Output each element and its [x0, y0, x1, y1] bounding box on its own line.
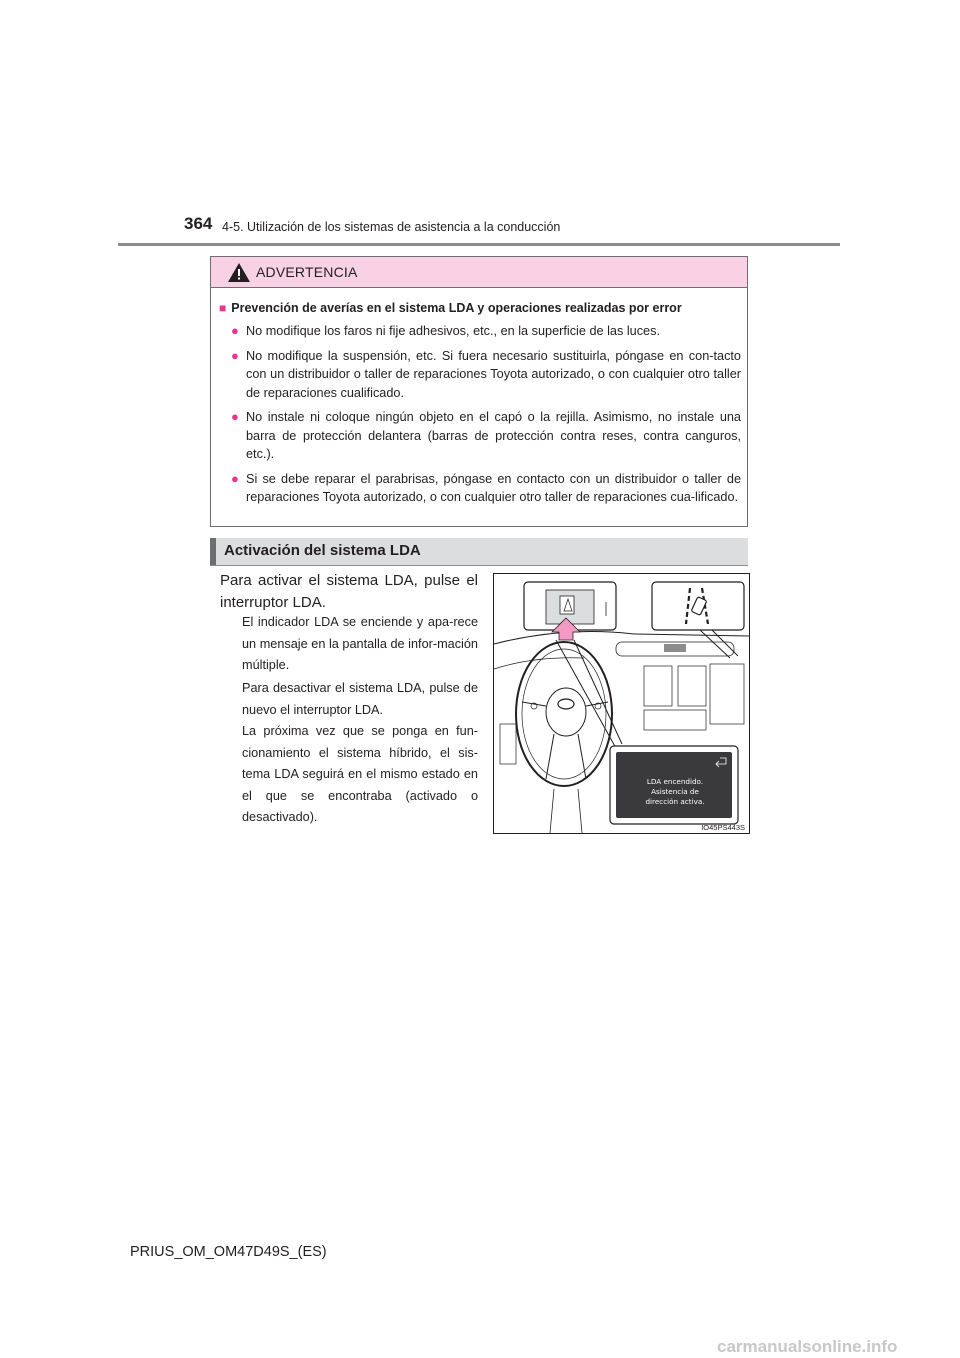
- warning-title: ADVERTENCIA: [256, 264, 358, 280]
- warning-item: [231, 470, 741, 507]
- watermark-logo: [717, 1335, 957, 1358]
- band-marker: [210, 538, 216, 565]
- dot-bullet-icon: ●: [231, 409, 239, 424]
- warning-item: [231, 322, 741, 341]
- warning-triangle-icon: [228, 263, 250, 282]
- warning-item-text: Si se debe reparar el parabrisas, póngase en contacto con un distribuidor o taller de reparaciones Toyota autorizado, o con cualquier otro taller de reparaciones cua-lificado.: [246, 471, 741, 504]
- main-instruction: Para activar el sistema LDA, pulse el interruptor LDA.: [220, 572, 478, 611]
- warning-item: [231, 408, 741, 464]
- warning-header: [211, 257, 747, 288]
- band-underline: [210, 565, 748, 566]
- page-number: 364: [184, 214, 213, 233]
- warning-heading: [219, 300, 741, 317]
- section-heading: Activación del sistema LDA: [224, 542, 421, 559]
- section-title: 4-5. Utilización de los sistemas de asistencia a la conducción: [222, 220, 561, 234]
- dot-bullet-icon: ●: [231, 323, 239, 338]
- display-line: dirección activa.: [645, 797, 705, 806]
- warning-item-text: No modifique la suspensión, etc. Si fuera necesario sustituirla, póngase en con-tacto con un distribuidor o taller de reparaciones Toyota autorizado, o con cualquier otro taller de reparaciones cualificado.: [246, 348, 741, 400]
- footer-doc-code: PRIUS_OM_OM47D49S_(ES): [130, 1244, 327, 1260]
- warning-item-text: No instale ni coloque ningún objeto en el capó o la rejilla. Asimismo, no instale una barra de protección delantera (barras de protección contra reses, contra canguros, etc.).: [246, 410, 741, 461]
- warning-item-text: No modifique los faros ni fije adhesivos, etc., en la superficie de las luces.: [246, 324, 660, 338]
- figure-code: IO45PS443S: [701, 823, 745, 832]
- display-line: LDA encendido.: [646, 777, 704, 786]
- warning-body: [211, 288, 747, 507]
- dot-bullet-icon: ●: [231, 347, 239, 363]
- display-line: Asistencia de: [651, 787, 699, 796]
- section-band: [210, 538, 748, 565]
- dashboard-illustration: [493, 573, 750, 834]
- warning-box: [210, 256, 748, 527]
- warning-item: [231, 347, 741, 403]
- header-rule: [118, 243, 840, 246]
- note-paragraph: Para desactivar el sistema LDA, pulse de nuevo el interruptor LDA.: [242, 681, 478, 717]
- note-paragraph: La próxima vez que se ponga en fun-cionamiento el sistema híbrido, el sis-tema LDA seguirá en el mismo estado en el que se encontraba (activado o desactivado).: [242, 724, 478, 824]
- watermark-text: carmanualsonline.info: [717, 1337, 898, 1356]
- dot-bullet-icon: ●: [231, 470, 239, 486]
- note-paragraph: El indicador LDA se enciende y apa-rece un mensaje en la pantalla de infor-mación múltiple.: [242, 615, 478, 672]
- square-bullet-icon: ■: [219, 301, 227, 315]
- warning-heading-text: Prevención de averías en el sistema LDA y operaciones realizadas por error: [231, 301, 682, 315]
